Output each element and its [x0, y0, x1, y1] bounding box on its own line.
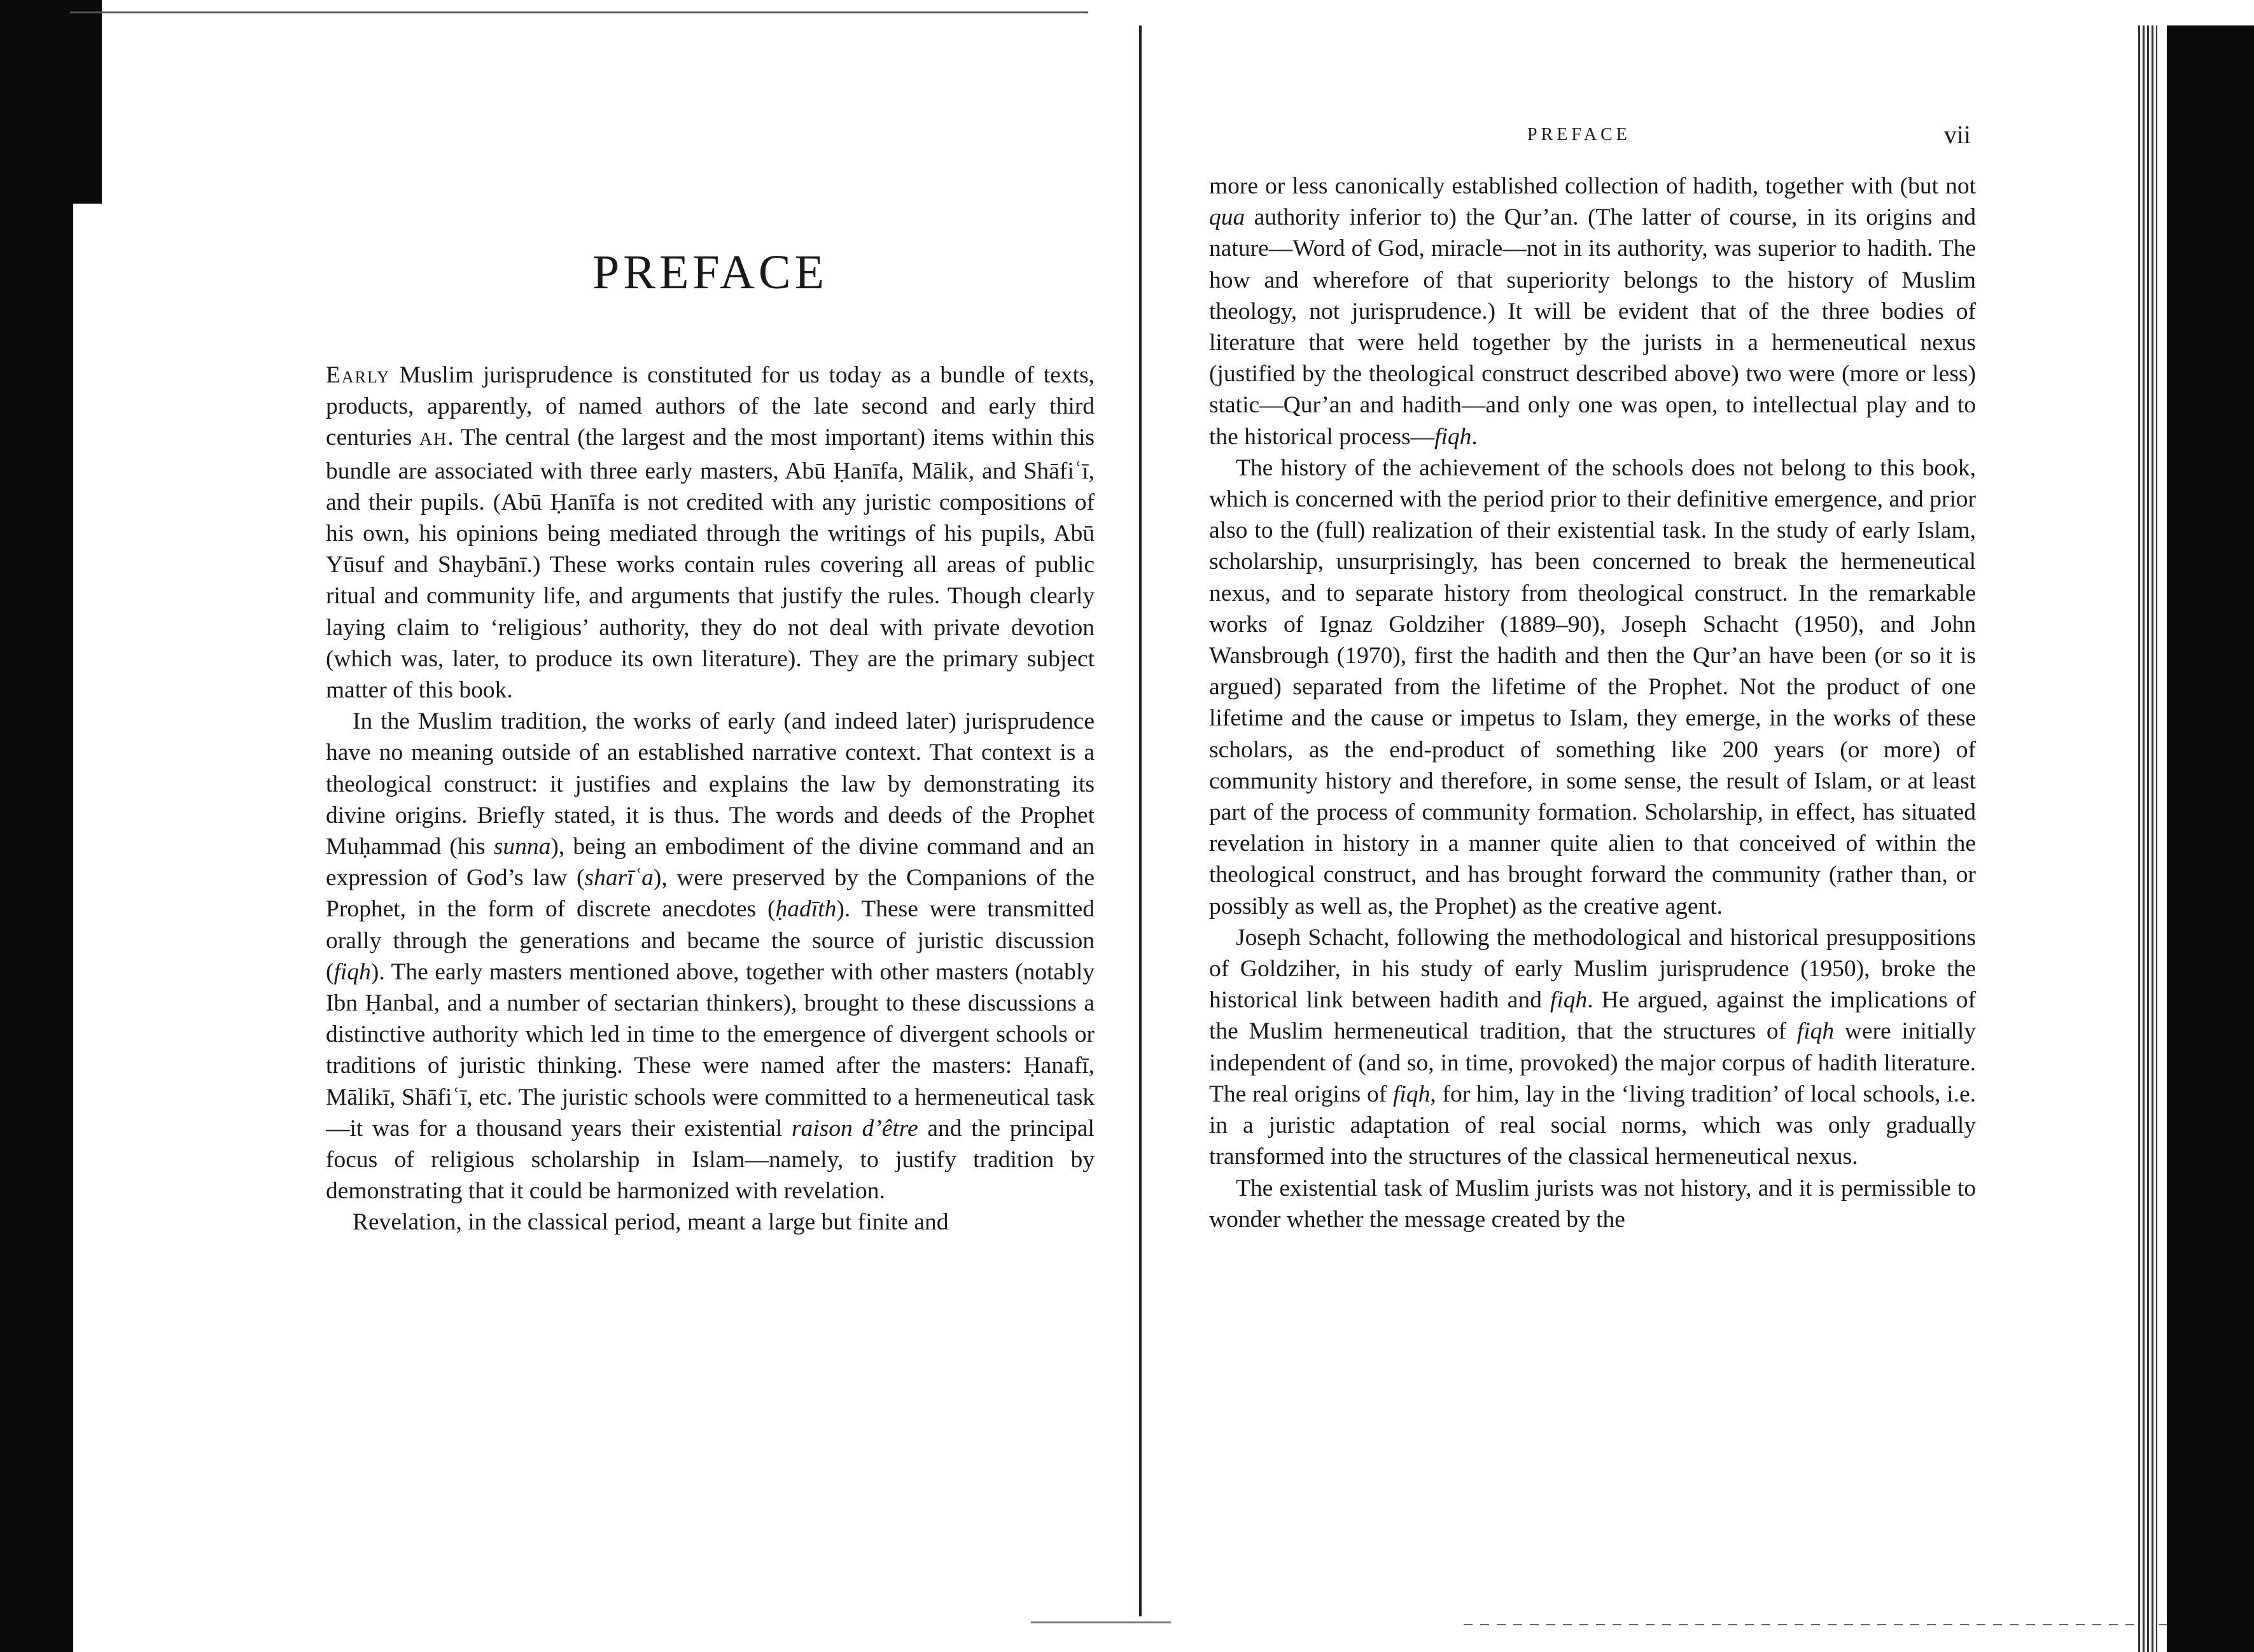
era-abbreviation: AH — [419, 430, 448, 450]
scan-shadow-right — [2167, 25, 2254, 1652]
right-page-body — [1209, 171, 1976, 1235]
paragraph: In the Muslim tradition, the works of early (and indeed later) jurisprudence have no meaning outside of an established narrative context. That context is a theological construct: it justifies and explains the law by demonstrating its divine origins. Briefly stated, it is thus. The words and deeds of the Prophet Muḥammad (his sunna), being an embodiment of the divine command and an expression of God’s law (sharīʿa), were preserved by the Companions of the Prophet, in the form of discrete anecdotes (ḥadīth). These were transmitted orally through the generations and became the source of juristic discussion (fiqh). The early masters mentioned above, together with other masters (notably Ibn Ḥanbal, and a number of sectarian thinkers), brought to these discussions a distinctive authority which led in time to the emergence of divergent schools or traditions of juristic thinking. These were named after the masters: Ḥanafī, Mālikī, Shāfiʿī, etc. The juristic schools were committed to a hermeneutical task—it was for a thousand years their existential raison d’être and the principal focus of religious scholarship in Islam—namely, to justify tradition by demonstrating that it could be harmonized with revelation. — [326, 708, 1095, 1205]
book-gutter — [1139, 25, 1142, 1616]
scan-bottom-edge-right — [1464, 1624, 2195, 1625]
paragraph: Joseph Schacht, following the methodological and historical presuppositions of Goldziher, in his study of early Muslim jurisprudence (1950), broke the historical link between hadith and fiqh. He argued, against the implications of the Muslim hermeneutical tradition, that the structures of fiqh were initially independent of (and so, in time, provoked) the major corpus of hadith literature. The real origins of fiqh, for him, lay in the ‘living tradition’ of local schools, i.e. in a juristic adaptation of real social norms, which was only gradually transformed into the structures of the classical hermeneutical nexus. — [1209, 924, 1976, 1170]
drop-word: Early — [326, 362, 391, 388]
paragraph: Revelation, in the classical period, meant a large but finite and — [353, 1209, 949, 1236]
scan-top-edge — [70, 11, 1088, 13]
paragraph: The existential task of Muslim jurists was not history, and it is permissible to wonder whether the message created by the — [1209, 1175, 1976, 1233]
paragraph: Early Muslim jurisprudence is constituted for us today as a bundle of texts, products, apparently, of named authors of the late second and early third centuries AH. The central (the largest and the most important) items within this bundle are associated with three early masters, Abū Ḥanīfa, Mālik, and Shāfiʿī, and their pupils. (Abū Ḥanīfa is not credited with any juristic compositions of his own, his opinions being mediated through the writings of his pupils, Abū Yūsuf and Shaybānī.) These works contain rules covering all areas of public ritual and community life, and arguments that justify the rules. Though clearly laying claim to ‘religious’ authority, they do not deal with private devotion (which was, later, to produce its own literature). They are the primary subject matter of this book. — [326, 362, 1095, 704]
page-number: vii — [1943, 120, 1971, 149]
running-title: PREFACE — [1527, 125, 1631, 144]
left-page-body — [326, 360, 1095, 1238]
running-head — [1209, 120, 1976, 157]
scan-bottom-edge — [1031, 1621, 1171, 1623]
paragraph: The history of the achievement of the schools does not belong to this book, which is concerned with the period prior to their definitive emergence, and prior also to the (full) realization of their existential task. In the study of early Islam, scholarship, unsurprisingly, has been concerned to break the hermeneutical nexus, and to separate history from theological construct. In the remarkable works of Ignaz Goldziher (1889–90), Joseph Schacht (1950), and John Wansbrough (1970), first the hadith and then the Qur’an have been (or so it is argued) separated from the lifetime of the Prophet. Not the product of one lifetime and the cause or impetus to Islam, they emerge, in the works of these scholars, as the end-product of something like 200 years (or more) of community history and therefore, in some sense, the result of Islam, or at least part of the process of community formation. Scholarship, in effect, has situated revelation in history in a manner quite alien to that conceived of within the theological construct, and has brought forward the community (rather than, or possibly as well as, the Prophet) as the creative agent. — [1209, 454, 1976, 920]
page-edges-right — [2138, 25, 2157, 1652]
scan-shadow-left-top — [0, 0, 102, 204]
chapter-title: PREFACE — [592, 246, 828, 299]
paragraph: more or less canonically established collection of hadith, together with (but not qua authority inferior to) the Qur’an. (The latter of course, in its origins and nature—Word of God, miracle—not in its authority, was superior to hadith. The how and wherefore of that superiority belongs to the history of Muslim theology, not jurisprudence.) It will be evident that of the three bodies of literature that were held together by the jurists in a hermeneutical nexus (justified by the theological construct described above) two were (more or less) static—Qur’an and hadith—and only one was open, to intellectual play and to the historical process—fiqh. — [1209, 173, 1976, 450]
scan-shadow-left — [0, 0, 73, 1652]
